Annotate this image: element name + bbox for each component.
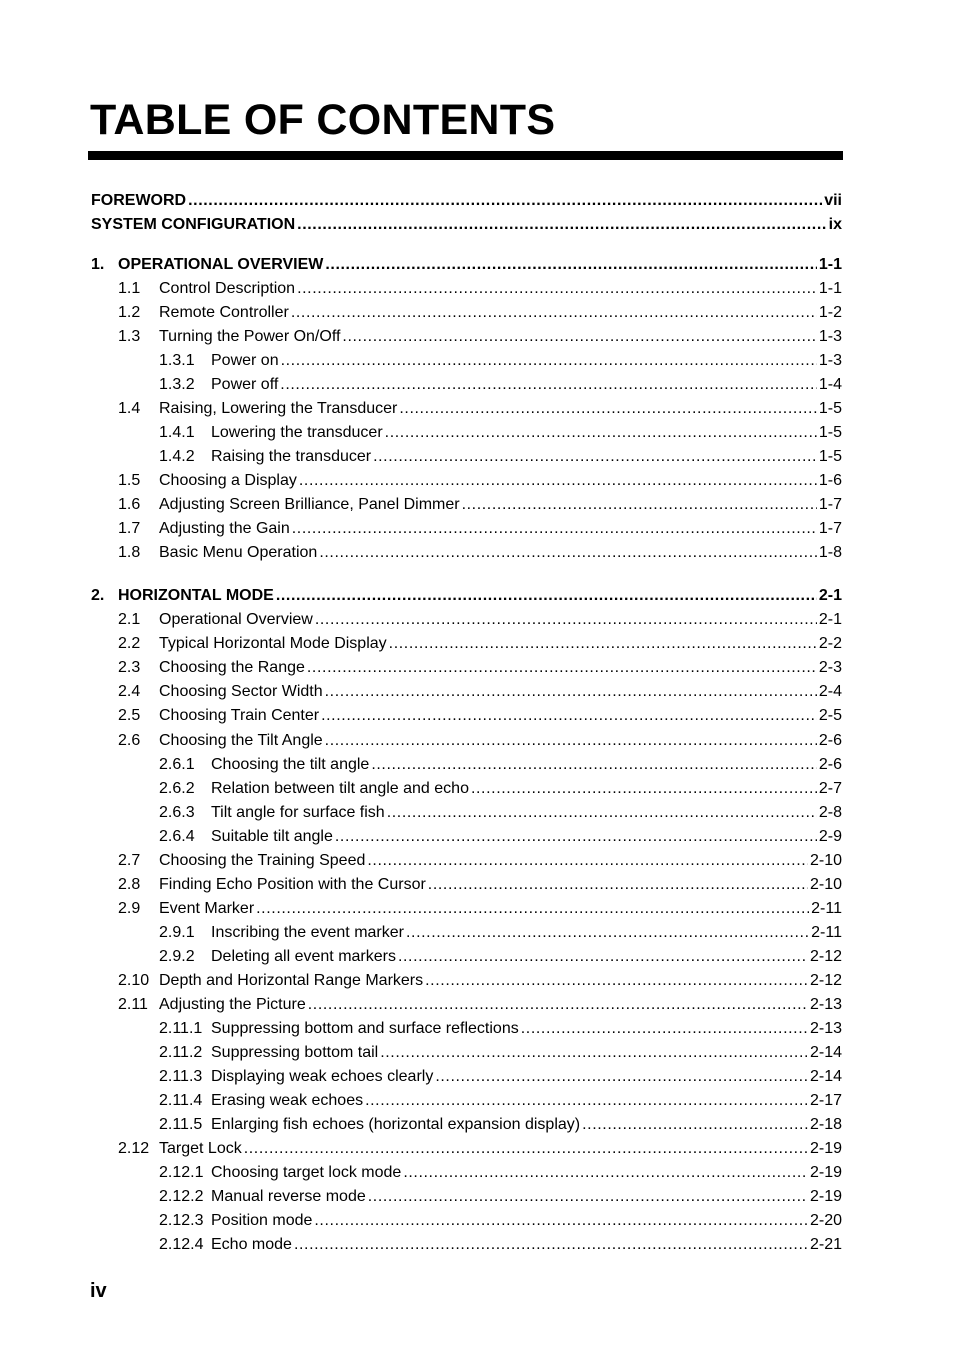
toc-dot-leader: [292, 518, 817, 540]
toc-dot-leader: [365, 1090, 808, 1112]
toc-entry[interactable]: [159, 826, 842, 848]
toc-entry-page: 2-1: [818, 611, 842, 628]
toc-entry-page: 2-11: [811, 924, 842, 941]
toc-entry[interactable]: [159, 1162, 842, 1184]
toc-dot-leader: [256, 898, 809, 920]
toc-entry[interactable]: [159, 778, 842, 800]
toc-entry-title: Erasing weak echoes: [211, 1092, 364, 1109]
toc-entry[interactable]: [159, 422, 842, 444]
toc-entry-title: Echo mode: [211, 1236, 292, 1253]
toc-dot-leader: [276, 585, 817, 607]
toc-entry[interactable]: [118, 542, 842, 564]
toc-entry-title: Deleting all event markers: [211, 948, 396, 965]
toc-dot-leader: [385, 422, 817, 444]
toc-entry-page: 2-20: [809, 1212, 842, 1229]
toc-entry-title: Choosing the Training Speed: [159, 852, 366, 869]
toc-entry-number: 2.3: [118, 659, 141, 676]
toc-entry-page: 2-9: [818, 828, 842, 845]
toc-entry-title: Remote Controller: [159, 304, 289, 321]
toc-entry-page: 1-7: [818, 520, 842, 537]
toc-entry-title: Target Lock: [159, 1140, 242, 1157]
toc-entry-title: SYSTEM CONFIGURATION: [91, 216, 296, 233]
toc-entry[interactable]: [118, 705, 842, 727]
toc-entry[interactable]: [159, 374, 842, 396]
toc-entry-number: 2.10: [118, 972, 150, 989]
toc-entry-number: 2.6.2: [159, 780, 195, 797]
toc-entry-number: 1.4: [118, 400, 141, 417]
toc-entry-page: 2-18: [809, 1116, 842, 1133]
toc-entry[interactable]: [118, 302, 842, 324]
toc-entry[interactable]: [159, 1114, 842, 1136]
toc-entry-number: 2.8: [118, 876, 141, 893]
toc-entry-page: 2-12: [809, 972, 842, 989]
toc-dot-leader: [367, 850, 808, 872]
toc-dot-leader: [371, 754, 817, 776]
toc-dot-leader: [188, 190, 822, 212]
toc-entry-page: 2-19: [809, 1140, 842, 1157]
toc-entry-page: 2-6: [818, 732, 842, 749]
toc-entry-title: Choosing the tilt angle: [211, 756, 370, 773]
toc-entry-page: 1-3: [818, 328, 842, 345]
toc-entry-page: 2-17: [809, 1092, 842, 1109]
toc-dot-leader: [314, 1210, 808, 1232]
toc-dot-leader: [471, 778, 817, 800]
toc-entry-page: 1-1: [818, 256, 842, 273]
toc-dot-leader: [321, 705, 817, 727]
toc-entry[interactable]: [91, 214, 842, 236]
toc-entry[interactable]: [118, 730, 842, 752]
toc-dot-leader: [335, 826, 817, 848]
toc-entry[interactable]: [91, 190, 842, 212]
toc-entry-title: Suppressing bottom and surface reflections: [211, 1020, 519, 1037]
toc-entry-page: 2-13: [809, 1020, 842, 1037]
toc-entry[interactable]: [159, 1018, 842, 1040]
toc-entry-number: 1.1: [118, 280, 141, 297]
toc-entry[interactable]: [159, 1042, 842, 1064]
toc-dot-leader: [244, 1138, 808, 1160]
toc-entry-title: Basic Menu Operation: [159, 544, 318, 561]
toc-entry-number: 2.6: [118, 732, 141, 749]
toc-entry-page: 2-21: [809, 1236, 842, 1253]
toc-entry-page: 1-8: [818, 544, 842, 561]
toc-entry[interactable]: [118, 850, 842, 872]
toc-entry[interactable]: [118, 470, 842, 492]
toc-dot-leader: [373, 446, 817, 468]
toc-dot-leader: [398, 946, 808, 968]
toc-entry-title: Enlarging fish echoes (horizontal expansion display): [211, 1116, 581, 1133]
toc-entry[interactable]: [91, 585, 842, 607]
toc-entry[interactable]: [118, 994, 842, 1016]
toc-entry-page: 2-14: [809, 1068, 842, 1085]
toc-entry-number: 1.: [91, 256, 105, 273]
toc-entry[interactable]: [118, 633, 842, 655]
toc-entry-number: 1.3.2: [159, 376, 195, 393]
toc-entry-number: 2.9: [118, 900, 141, 917]
toc-dot-leader: [325, 254, 817, 276]
toc-entry-number: 1.8: [118, 544, 141, 561]
toc-entry[interactable]: [118, 278, 842, 300]
toc-entry-title: FOREWORD: [91, 192, 187, 209]
toc-entry-title: Tilt angle for surface fish: [211, 804, 385, 821]
toc-entry-number: 2.9.1: [159, 924, 195, 941]
toc-entry-number: 2.11.4: [159, 1092, 203, 1109]
toc-entry-title: Power on: [211, 352, 279, 369]
toc-dot-leader: [428, 874, 808, 896]
toc-dot-leader: [380, 1042, 808, 1064]
toc-entry-title: Raising the transducer: [211, 448, 372, 465]
toc-dot-leader: [389, 633, 817, 655]
toc-entry-title: Raising, Lowering the Transducer: [159, 400, 398, 417]
toc-entry[interactable]: [118, 898, 842, 920]
toc-entry-page: 1-7: [818, 496, 842, 513]
toc-entry-title: Adjusting the Gain: [159, 520, 290, 537]
page-title: TABLE OF CONTENTS: [90, 96, 556, 144]
toc-dot-leader: [406, 922, 809, 944]
toc-entry[interactable]: [159, 802, 842, 824]
toc-entry-title: Inscribing the event marker: [211, 924, 404, 941]
toc-entry[interactable]: [118, 609, 842, 631]
toc-entry-page: 2-6: [818, 756, 842, 773]
toc-entry[interactable]: [159, 1066, 842, 1088]
toc-entry-number: 2.6.3: [159, 804, 195, 821]
toc-dot-leader: [462, 494, 817, 516]
toc-entry-number: 2.11.3: [159, 1068, 203, 1085]
toc-entry[interactable]: [118, 681, 842, 703]
toc-entry-title: Suitable tilt angle: [211, 828, 333, 845]
toc-dot-leader: [342, 326, 816, 348]
toc-entry[interactable]: [159, 946, 842, 968]
toc-dot-leader: [281, 350, 817, 372]
toc-entry[interactable]: [118, 398, 842, 420]
toc-entry[interactable]: [159, 446, 842, 468]
toc-entry-title: HORIZONTAL MODE: [118, 587, 274, 604]
toc-entry-number: 2.4: [118, 683, 141, 700]
toc-entry-page: 2-19: [809, 1164, 842, 1181]
toc-entry-number: 2.12.2: [159, 1188, 204, 1205]
toc-entry-page: ix: [828, 216, 842, 233]
toc-dot-leader: [315, 609, 817, 631]
toc-entry[interactable]: [159, 754, 842, 776]
toc-dot-leader: [403, 1162, 808, 1184]
toc-entry[interactable]: [159, 350, 842, 372]
toc-entry-page: 2-14: [809, 1044, 842, 1061]
toc-entry[interactable]: [118, 970, 842, 992]
toc-dot-leader: [368, 1186, 808, 1208]
toc-entry-number: 2.5: [118, 707, 141, 724]
toc-entry-page: 2-4: [818, 683, 842, 700]
toc-dot-leader: [325, 681, 817, 703]
page-number: iv: [90, 1280, 107, 1302]
toc-dot-leader: [325, 730, 817, 752]
toc-entry-number: 2.6.4: [159, 828, 195, 845]
toc-dot-leader: [387, 802, 817, 824]
toc-entry-page: 1-6: [818, 472, 842, 489]
toc-entry-number: 2.2: [118, 635, 141, 652]
toc-entry-number: 2.11.5: [159, 1116, 203, 1133]
toc-entry[interactable]: [118, 518, 842, 540]
toc-entry-title: Position mode: [211, 1212, 313, 1229]
toc-entry[interactable]: [91, 254, 842, 276]
toc-entry-page: 1-2: [818, 304, 842, 321]
toc-entry-page: 2-19: [809, 1188, 842, 1205]
toc-entry-title: Adjusting Screen Brilliance, Panel Dimmer: [159, 496, 460, 513]
toc-entry[interactable]: [118, 874, 842, 896]
toc-entry-number: 1.3: [118, 328, 141, 345]
toc-entry-number: 2.12.3: [159, 1212, 204, 1229]
toc-dot-leader: [297, 214, 827, 236]
toc-entry-number: 1.4.1: [159, 424, 195, 441]
toc-entry-title: Depth and Horizontal Range Markers: [159, 972, 424, 989]
toc-entry[interactable]: [118, 1138, 842, 1160]
toc-entry-number: 2.11.1: [159, 1020, 203, 1037]
toc-entry[interactable]: [118, 326, 842, 348]
toc-dot-leader: [291, 302, 817, 324]
title-rule: [88, 151, 843, 160]
toc-entry-page: 2-2: [818, 635, 842, 652]
toc-entry-title: Choosing the Range: [159, 659, 305, 676]
toc-entry-number: 1.5: [118, 472, 141, 489]
toc-dot-leader: [435, 1066, 808, 1088]
toc-entry-number: 2.12.1: [159, 1164, 204, 1181]
toc-entry-title: Choosing target lock mode: [211, 1164, 402, 1181]
toc-entry-page: 2-5: [818, 707, 842, 724]
toc-entry-title: Displaying weak echoes clearly: [211, 1068, 434, 1085]
toc-entry-title: Turning the Power On/Off: [159, 328, 341, 345]
toc-entry-title: Operational Overview: [159, 611, 313, 628]
toc-entry[interactable]: [118, 494, 842, 516]
toc-entry-title: Choosing Sector Width: [159, 683, 323, 700]
toc-entry-page: 1-5: [818, 400, 842, 417]
toc-entry-page: 2-7: [818, 780, 842, 797]
toc-dot-leader: [294, 1234, 808, 1256]
toc-dot-leader: [425, 970, 808, 992]
toc-dot-leader: [521, 1018, 808, 1040]
toc-entry-number: 2.12: [118, 1140, 150, 1157]
toc-entry-title: Suppressing bottom tail: [211, 1044, 379, 1061]
toc-entry-number: 2.9.2: [159, 948, 195, 965]
toc-dot-leader: [308, 994, 808, 1016]
toc-entry-number: 2.11: [118, 996, 148, 1013]
toc-dot-leader: [582, 1114, 808, 1136]
toc-entry-title: Manual reverse mode: [211, 1188, 366, 1205]
toc-entry-number: 2.12.4: [159, 1236, 204, 1253]
toc-entry-title: Adjusting the Picture: [159, 996, 306, 1013]
toc-entry-title: Choosing a Display: [159, 472, 297, 489]
toc-entry-number: 2.1: [118, 611, 141, 628]
toc-entry-title: Finding Echo Position with the Cursor: [159, 876, 426, 893]
toc-entry-page: 1-3: [818, 352, 842, 369]
toc-entry-number: 2.7: [118, 852, 141, 869]
toc-dot-leader: [299, 470, 817, 492]
toc-entry-page: vii: [824, 192, 842, 209]
toc-entry-page: 1-5: [818, 448, 842, 465]
toc-entry[interactable]: [159, 1186, 842, 1208]
toc-entry-page: 2-13: [809, 996, 842, 1013]
toc-dot-leader: [319, 542, 817, 564]
toc-entry[interactable]: [159, 1090, 842, 1112]
toc-entry-page: 2-10: [809, 852, 842, 869]
toc-entry[interactable]: [118, 657, 842, 679]
toc-dot-leader: [307, 657, 817, 679]
toc-entry-number: 2.6.1: [159, 756, 195, 773]
toc-entry-title: OPERATIONAL OVERVIEW: [118, 256, 324, 273]
toc-entry-number: 1.3.1: [159, 352, 195, 369]
toc-entry-title: Control Description: [159, 280, 296, 297]
toc-entry-title: Typical Horizontal Mode Display: [159, 635, 387, 652]
toc-entry-number: 1.7: [118, 520, 141, 537]
toc-entry-page: 2-10: [809, 876, 842, 893]
toc-entry-title: Lowering the transducer: [211, 424, 383, 441]
toc-entry-number: 1.4.2: [159, 448, 195, 465]
toc-dot-leader: [399, 398, 817, 420]
toc-dot-leader: [280, 374, 817, 396]
toc-entry-page: 1-4: [818, 376, 842, 393]
toc-entry-page: 2-11: [811, 900, 842, 917]
toc-entry-number: 2.11.2: [159, 1044, 203, 1061]
toc-entry-number: 1.6: [118, 496, 141, 513]
toc-entry-number: 1.2: [118, 304, 141, 321]
toc-entry-page: 2-8: [818, 804, 842, 821]
toc-entry[interactable]: [159, 1234, 842, 1256]
toc-entry-page: 1-1: [818, 280, 842, 297]
toc-entry-page: 2-12: [809, 948, 842, 965]
toc-entry-title: Choosing Train Center: [159, 707, 320, 724]
toc-entry[interactable]: [159, 922, 842, 944]
toc-dot-leader: [297, 278, 817, 300]
toc-entry-title: Choosing the Tilt Angle: [159, 732, 323, 749]
toc-entry[interactable]: [159, 1210, 842, 1232]
toc-entry-number: 2.: [91, 587, 105, 604]
toc-entry-page: 2-3: [818, 659, 842, 676]
toc-entry-title: Event Marker: [159, 900, 255, 917]
toc-entry-page: 1-5: [818, 424, 842, 441]
toc-entry-title: Power off: [211, 376, 279, 393]
toc-entry-page: 2-1: [818, 587, 842, 604]
toc-entry-title: Relation between tilt angle and echo: [211, 780, 469, 797]
